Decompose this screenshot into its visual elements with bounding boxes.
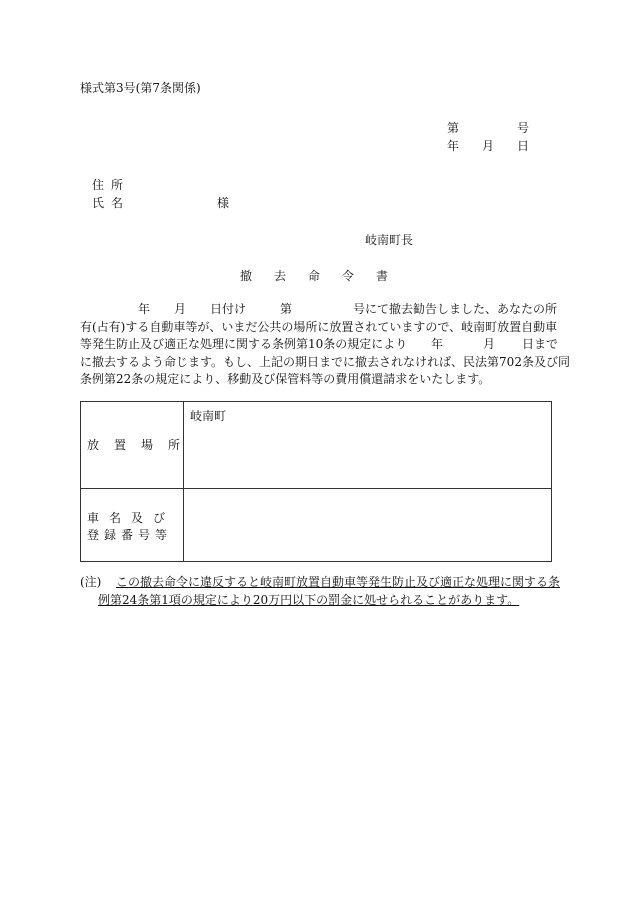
body-line-3-month: 月: [483, 337, 496, 351]
body-line-1-month: 月: [174, 302, 187, 316]
recipient-name-label: 氏名: [92, 196, 131, 210]
body-line-4-text: に撤去するよう命じます。もし、上記の期日までに撤去されなければ、民法第702条及び同: [80, 354, 570, 369]
body-line-1: [80, 301, 558, 319]
body-line-1-dated: 日付け: [210, 302, 247, 316]
body-line-3-text: 等発生防止及び適正な処理に関する条例第10条の規定により: [80, 337, 408, 351]
vehicle-label-line-2: 登録番号等: [87, 528, 173, 542]
document-title: 撤去命令書: [240, 269, 411, 283]
body-line-2-text: 有(占有)する自動車等が、いまだ公共の場所に放置されていますので、岐南町放置自動車: [80, 319, 558, 334]
location-value: 岐南町: [190, 409, 227, 423]
date-month-label: 月: [482, 139, 495, 153]
note-line-2: 例第24条第1項の規定により20万円以下の罰金に処せられることがあります。: [98, 593, 520, 607]
body-line-3: [80, 336, 559, 354]
info-table: [80, 401, 552, 562]
table-column-divider: [183, 402, 184, 561]
vehicle-label-line-1: 車名及び: [87, 511, 176, 525]
body-line-1-no: 第: [280, 302, 293, 316]
body-line-2: [80, 319, 558, 337]
issuer-name: 岐南町長: [365, 233, 414, 247]
document-number-label: 第: [447, 121, 460, 135]
recipient-honorific: 様: [217, 196, 230, 210]
note-line-1: この撤去命令に違反すると岐南町放置自動車等発生防止及び適正な処理に関する条: [116, 575, 561, 589]
body-line-1-rest: 号にて撤去勧告しました、あなたの所: [353, 302, 558, 316]
body-line-3-year: 年: [431, 337, 444, 351]
date-day-label: 日: [517, 139, 530, 153]
document-number-suffix: 号: [517, 121, 530, 135]
recipient-address-label: 住所: [92, 178, 131, 192]
note-marker: (注): [80, 575, 102, 589]
body-line-5: [80, 371, 555, 389]
body-text: [80, 301, 570, 389]
location-label: 放置場所: [87, 438, 196, 452]
body-line-5-text: 条例第22条の規定により、移動及び保管料等の費用償還請求をいたします。: [80, 372, 491, 386]
body-line-3-rest: 日まで: [522, 337, 559, 351]
body-line-4: [80, 354, 570, 372]
body-line-1-year: 年: [138, 302, 151, 316]
table-row-divider: [81, 488, 551, 489]
date-year-label: 年: [447, 139, 460, 153]
form-number: 様式第3号(第7条関係): [80, 81, 201, 95]
